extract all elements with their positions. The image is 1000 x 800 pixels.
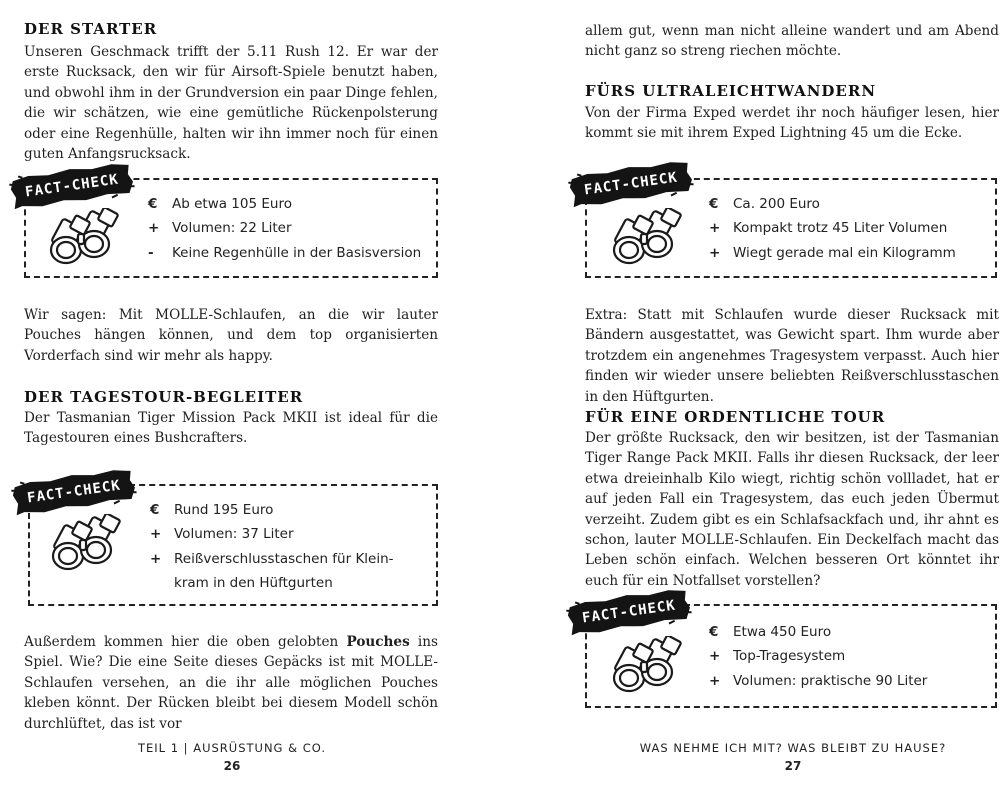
paragraph-text: ins Spiel. Wie? Die eine Seite dieses Gepäcks ist mit MOLLE-Schlaufen versehen, an die ihr alle möglichen Pouches kleben könnt. Der Rücken bleibt bei diesem Modell schön durchlüftet, das ist vor bbox=[24, 634, 438, 732]
paragraph-tour: Der größte Rucksack, den wir besitzen, ist der Tasmanian Tiger Range Pack MKII. Falls ihr diesen Rucksack, der leer etwa dreieinhalb Kilo wiegt, richtig schön vollladet, hat er auf jeden Fall ein Tragesystem, das euch jeden Übermut verzeiht. Zudem gibt es ein Schlafsackfach und, ihr ahnt es schon, lauter MOLLE-Schlaufen. Ein Deckelfach macht das Leben schön einfach. Welchen besseren Ort könntet ihr euch für ein Notfallset vorstellen? bbox=[585, 430, 999, 589]
paragraph-bold-term: Pouches bbox=[346, 634, 410, 650]
fact-check-text: Wiegt gerade mal ein Kilogramm bbox=[733, 244, 956, 261]
fact-check-symbol: + bbox=[150, 550, 162, 567]
fact-check-text: Kompakt trotz 45 Liter Volumen bbox=[733, 220, 948, 237]
fact-check-item bbox=[146, 241, 426, 265]
fact-check-symbol: + bbox=[148, 220, 160, 237]
page-number: 27 bbox=[784, 759, 802, 773]
right-page bbox=[581, 0, 1000, 800]
fact-check-text: Volumen: 37 Liter bbox=[174, 526, 294, 543]
fact-check-text: Volumen: praktische 90 Liter bbox=[733, 672, 928, 689]
fact-check-text: Rund 195 Euro bbox=[174, 502, 274, 518]
fact-check-text: Ab etwa 105 Euro bbox=[172, 196, 292, 212]
fact-check-symbol: € bbox=[709, 196, 719, 212]
page-number: 26 bbox=[223, 759, 241, 773]
fact-check-item bbox=[146, 192, 426, 216]
fact-check-text: Volumen: 22 Liter bbox=[172, 220, 292, 237]
binoculars-icon bbox=[46, 208, 126, 266]
section-heading-starter: DER STARTER bbox=[24, 20, 158, 38]
binoculars-icon bbox=[609, 208, 689, 266]
fact-check-list bbox=[707, 192, 987, 265]
fact-check-label: FACT-CHECK bbox=[24, 171, 120, 201]
running-footer-title: WAS NEHME ICH MIT? WAS BLEIBT ZU HAUSE? bbox=[639, 741, 947, 755]
fact-check-symbol: € bbox=[148, 196, 158, 212]
fact-check-item bbox=[707, 620, 987, 644]
fact-check-text: Reißverschlusstaschen für Kleinkram in den Hüftgurten bbox=[174, 550, 394, 592]
paragraph-tagestour-pouches bbox=[24, 632, 438, 734]
fact-check-symbol: + bbox=[709, 220, 721, 237]
section-heading-tagestour: DER TAGESTOUR-BEGLEITER bbox=[24, 388, 304, 406]
fact-check-list bbox=[707, 620, 987, 693]
fact-check-label: FACT-CHECK bbox=[26, 477, 122, 507]
binoculars-icon bbox=[609, 636, 689, 694]
left-page bbox=[24, 0, 440, 800]
paragraph-starter-verdict: Wir sagen: Mit MOLLE-Schlaufen, an die wir lauter Pouches hängen können, und dem top organisierten Vorderfach sind wir mehr als happy. bbox=[24, 307, 438, 364]
binoculars-icon bbox=[48, 514, 128, 572]
paragraph-text: Außerdem kommen hier die oben gelobten bbox=[24, 634, 347, 650]
fact-check-symbol: € bbox=[150, 502, 160, 518]
fact-check-symbol: - bbox=[148, 244, 154, 261]
section-heading-tour: FÜR EINE ORDENTLICHE TOUR bbox=[585, 408, 886, 426]
fact-check-item bbox=[707, 669, 987, 693]
fact-check-symbol: + bbox=[709, 244, 721, 261]
fact-check-item bbox=[148, 547, 398, 596]
fact-check-item bbox=[146, 216, 426, 240]
fact-check-text: Keine Regenhülle in der Basisversion bbox=[172, 244, 422, 261]
fact-check-text: Etwa 450 Euro bbox=[733, 624, 832, 640]
fact-check-item bbox=[148, 522, 398, 546]
fact-check-item bbox=[707, 644, 987, 668]
fact-check-symbol: + bbox=[709, 648, 721, 665]
fact-check-text: Ca. 200 Euro bbox=[733, 196, 820, 212]
fact-check-item bbox=[707, 192, 987, 216]
paragraph-starter: Unseren Geschmack trifft der 5.11 Rush 12. Er war der erste Rucksack, den wir für Airsoft-Spiele benutzt haben, und obwohl ihm in der Grundversion ein paar Dinge fehlen, die wir schätzen, wie eine gemütliche Rückenpolsterung oder eine Regenhülle, halten wir ihn immer noch für einen guten Anfangsrucksack. bbox=[24, 44, 438, 163]
running-footer-title: TEIL 1 | AUSRÜSTUNG & CO. bbox=[137, 741, 327, 755]
fact-check-list bbox=[148, 498, 398, 596]
fact-check-item bbox=[148, 498, 398, 522]
paragraph-continuation: allem gut, wenn man nicht alleine wandert und am Abend nicht ganz so streng riechen möchte. bbox=[585, 23, 999, 60]
fact-check-symbol: + bbox=[150, 526, 162, 543]
fact-check-symbol: + bbox=[709, 672, 721, 689]
paragraph-ultraleicht: Von der Firma Exped werdet ihr noch häufiger lesen, hier kommt sie mit ihrem Exped Lightning 45 um die Ecke. bbox=[585, 105, 999, 142]
fact-check-text: Top-Tragesystem bbox=[733, 648, 846, 665]
fact-check-symbol: € bbox=[709, 624, 719, 640]
fact-check-label: FACT-CHECK bbox=[581, 597, 677, 627]
paragraph-tagestour: Der Tasmanian Tiger Mission Pack MKII ist ideal für die Tagestouren eines Bushcrafters. bbox=[24, 410, 438, 447]
fact-check-list bbox=[146, 192, 426, 265]
section-heading-ultraleicht: FÜRS ULTRALEICHTWANDERN bbox=[585, 82, 877, 100]
fact-check-item bbox=[707, 216, 987, 240]
fact-check-label: FACT-CHECK bbox=[583, 169, 679, 199]
fact-check-item bbox=[707, 241, 987, 265]
paragraph-ultraleicht-extra: Extra: Statt mit Schlaufen wurde dieser Rucksack mit Bändern ausgestattet, was Gewicht spart. Ihm wurde aber trotzdem ein angenehmes Tragesystem verpasst. Auch hier finden wir wieder unsere beliebten Reißverschlusstaschen in den Hüftgurten. bbox=[585, 307, 999, 405]
